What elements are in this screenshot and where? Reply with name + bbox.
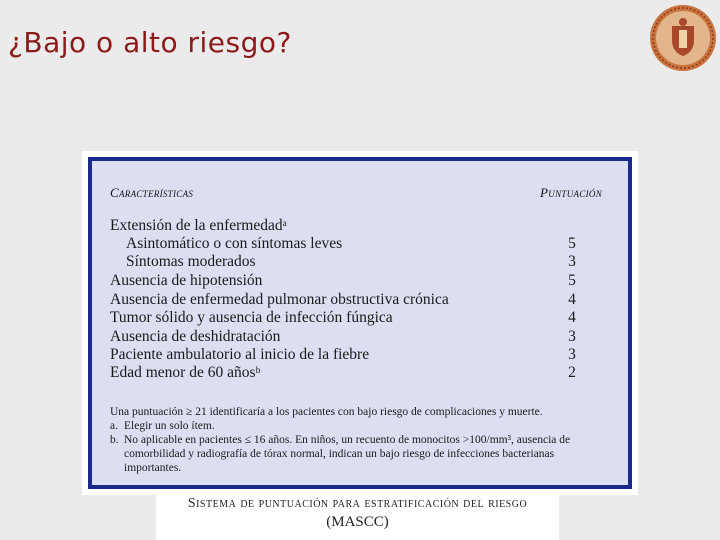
header-score: Puntuación — [540, 185, 602, 200]
footnote — [110, 419, 610, 433]
row-label: Tumor sólido y ausencia de infección fúngica — [110, 309, 393, 326]
table-row — [110, 346, 610, 365]
row-points: 3 — [568, 346, 576, 363]
caption-line-2: (MASCC) — [326, 514, 389, 530]
slide-title: ¿Bajo o alto riesgo? — [8, 26, 292, 59]
table-row — [110, 272, 610, 291]
row-points: 3 — [568, 253, 576, 270]
row-label: Síntomas moderados — [126, 253, 256, 270]
row-label: Ausencia de deshidratación — [110, 328, 281, 345]
row-label: Ausencia de enfermedad pulmonar obstructiva crónica — [110, 291, 449, 308]
table-row — [110, 253, 610, 272]
table-row — [110, 235, 610, 254]
row-points: 2 — [568, 364, 576, 381]
row-points: 4 — [568, 291, 576, 308]
row-label: Extensión de la enfermedadᵃ — [110, 217, 287, 234]
table-caption — [156, 495, 559, 540]
row-label: Ausencia de hipotensión — [110, 272, 263, 289]
table-row — [110, 328, 610, 347]
university-seal-icon — [648, 2, 718, 74]
table-notes — [110, 405, 610, 475]
row-points: 5 — [568, 272, 576, 289]
mascc-table-image — [82, 151, 638, 495]
summary-text: Una puntuación ≥ 21 identificaría a los pacientes con bajo riesgo de complicaciones y muerte. — [110, 406, 543, 418]
row-points: 4 — [568, 309, 576, 326]
row-points: 3 — [568, 328, 576, 345]
table-row — [110, 309, 610, 328]
table-row — [110, 364, 610, 383]
row-label: Edad menor de 60 añosᵇ — [110, 364, 261, 381]
mascc-table — [88, 157, 632, 489]
row-label: Paciente ambulatorio al inicio de la fiebre — [110, 346, 370, 363]
footnote — [110, 433, 610, 475]
row-points: 5 — [568, 235, 576, 252]
caption-line-1: Sistema de puntuación para estratificación del riesgo — [187, 496, 528, 511]
footnote-key: a. — [110, 420, 118, 432]
header-characteristics: Características — [110, 185, 194, 200]
footnote-key: b. — [110, 434, 119, 446]
table-row — [110, 217, 610, 236]
row-label: Asintomático o con síntomas leves — [126, 235, 343, 252]
footnote-text: Elegir un solo ítem. — [124, 420, 215, 432]
table-row — [110, 291, 610, 310]
footnote-text: No aplicable en pacientes ≤ 16 años. En niños, un recuento de monocitos >100/mm³, ausencia de comorbilidad y radiografía de tórax normal, indican un bajo riesgo de infecciones bacterianas importantes. — [124, 434, 571, 474]
